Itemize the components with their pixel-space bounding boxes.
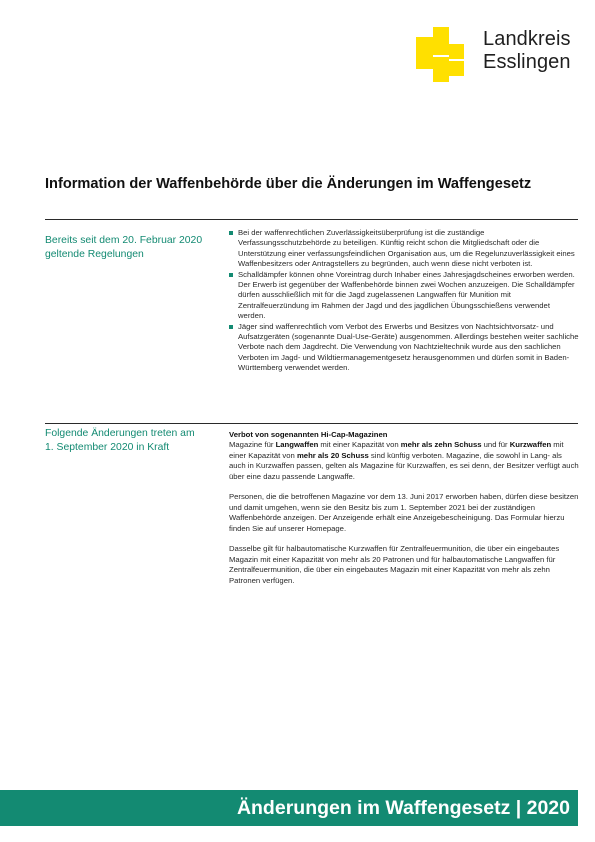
bold-run: mehr als 20 Schuss xyxy=(296,450,369,460)
text-run: sind künftig verboten. Magazine, die sowohl in Lang- als auch in Kurzwaffen passen, gelten als Magazine für Kurzwaffen, es sei denn, der Besitzer verfügt auch über eine dazu passende Langwaffe. xyxy=(229,450,579,481)
list-item xyxy=(229,322,579,374)
landkreis-logo xyxy=(416,27,581,82)
section-2-label-line-2: 1. September 2020 in Kraft xyxy=(45,442,170,453)
paragraph-semiautomatic: Dasselbe gilt für halbautomatische Kurzwaffen für Zentralfeuermunition, die über ein eingebautes Magazin mit einer Kapazität von mehr als 20 Patronen und für halbautomatische Langwaffen für Zentralfeuermunition, die über ein eingebautes Magazin mit einer Kapazität von mehr als zehn Patronen verfügen. xyxy=(229,544,560,585)
logo-line-2: Esslingen xyxy=(483,51,571,73)
section-2-body xyxy=(229,430,579,596)
bullet-square-icon xyxy=(229,325,233,329)
section-2-label-line-1: Folgende Änderungen treten am xyxy=(45,428,195,439)
logo-line-1: Landkreis xyxy=(483,28,571,50)
paragraph-registration: Personen, die die betroffenen Magazine vor dem 13. Juni 2017 erworben haben, dürfen diese besitzen und damit umgehen, wenn sie den Besitz bis zum 1. September 2021 bei der zuständigen Waffenbehörde anzeigen. Der Anzeigende erhält eine Anzeigebescheinigung. Das Formular hierzu finden Sie auf unserer Homepage. xyxy=(229,492,579,533)
bullet-list xyxy=(229,228,579,374)
list-item xyxy=(229,270,579,322)
text-run: mit einer Kapazität von xyxy=(229,440,564,460)
section-2-subheading: Verbot von sogenannten Hi-Cap-Magazinen xyxy=(229,430,388,439)
bold-run: Langwaffen xyxy=(275,440,319,450)
paragraph-magazine-ban xyxy=(229,440,579,482)
footer-bar xyxy=(0,790,578,826)
bullet-square-icon xyxy=(229,231,233,235)
bold-run: mehr als zehn Schuss xyxy=(400,440,482,450)
page-title: Information der Waffenbehörde über die Änderungen im Waffengesetz xyxy=(45,176,532,192)
list-item-text: Schalldämpfer können ohne Voreintrag durch Inhaber eines Jahresjagdscheines erworben werden. Der Erwerb ist gegenüber der Waffenbehörde binnen zwei Wochen anzuzeigen. Die Schalldämpfer dürfen ausschließlich mit für die Jagd zugelassenen Langwaffen für Munition mit Zentralfeuerzündung im Rahmen der Jagd und des jagdlichen Übungsschießens verwendet werden. xyxy=(238,269,575,321)
section-divider-1 xyxy=(45,219,578,220)
list-item xyxy=(229,228,579,270)
section-1-label-line-1: Bereits seit dem 20. Februar 2020 xyxy=(45,235,203,246)
text-run: mit einer Kapazität von xyxy=(318,440,401,450)
section-divider-2 xyxy=(45,423,578,424)
text-run: und für xyxy=(481,440,510,450)
section-2-label xyxy=(45,427,225,455)
footer-title: Änderungen im Waffengesetz | 2020 xyxy=(236,797,570,819)
logo-mark-icon xyxy=(416,27,464,82)
text-run: Magazine für xyxy=(229,440,276,450)
list-item-text: Bei der waffenrechtlichen Zuverlässigkeitsüberprüfung ist die zuständige Verfassungsschutzbehörde zu beteiligen. Künftig reicht schon die Mitgliedschaft oder die Unterstützung einer verfassungsfeindlichen Organisation aus, um die Regelunzuverlässigkeit eines Waffenbesitzers oder Antragstellers zu begründen, auch wenn diese nicht verboten ist. xyxy=(238,228,575,269)
section-1-label xyxy=(45,234,225,262)
section-1-label-line-2: geltende Regelungen xyxy=(45,249,144,260)
bullet-square-icon xyxy=(229,273,233,277)
logo-wordmark xyxy=(483,28,571,74)
bold-run: Kurzwaffen xyxy=(509,440,552,450)
list-item-text: Jäger sind waffenrechtlich vom Verbot des Erwerbs und Besitzes von Nachtsichtvorsatz- und Aufsatzgeräten (sogenannte Dual-Use-Geräte) ausgenommen. Allerdings bestehen weiter sachliche Verbote nach dem Jagdrecht. Die Verwendung von Nachtzieltechnik wurde aus den sachlichen Verboten im Jagd- und Wildtiermanagementgesetz herausgenommen und dürfen somit in Baden-Württemberg verwendet werden. xyxy=(238,321,579,373)
